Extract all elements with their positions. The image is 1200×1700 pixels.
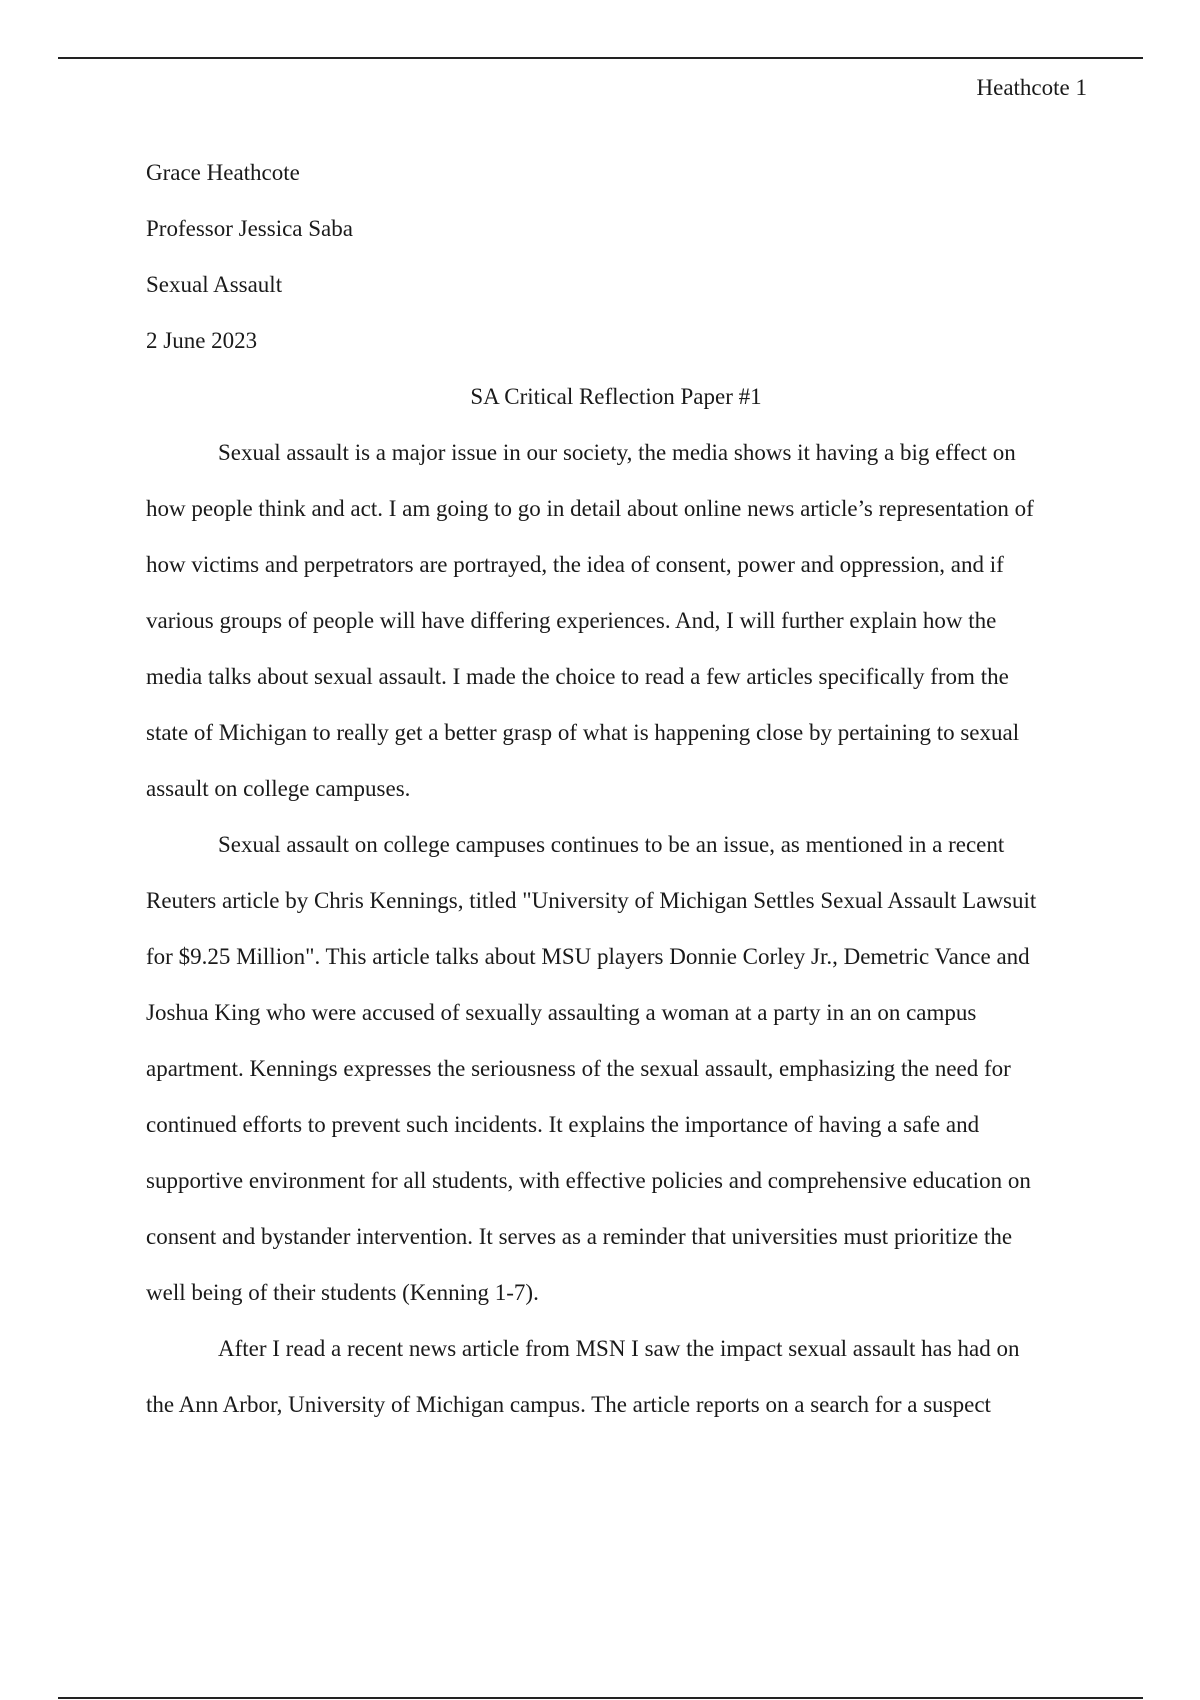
text-line: Joshua King who were accused of sexually assaulting a woman at a party in an on campus	[146, 1000, 977, 1025]
paper-body	[146, 425, 1086, 1433]
bottom-page-rule	[58, 1697, 1143, 1699]
text-line: Reuters article by Chris Kennings, titled "University of Michigan Settles Sexual Assault Lawsuit	[146, 888, 1037, 913]
course-name: Sexual Assault	[146, 272, 283, 297]
text-line: Sexual assault on college campuses continues to be an issue, as mentioned in a recent	[218, 832, 1005, 857]
text-line: assault on college campuses.	[146, 776, 411, 801]
text-line: for $9.25 Million". This article talks about MSU players Donnie Corley Jr., Demetric Vance and	[146, 944, 1030, 969]
professor-name: Professor Jessica Saba	[146, 216, 353, 241]
author-name: Grace Heathcote	[146, 160, 300, 185]
mla-heading	[146, 145, 1086, 1433]
top-page-rule	[58, 57, 1143, 59]
text-line: apartment. Kennings expresses the seriousness of the sexual assault, emphasizing the need for	[146, 1056, 1011, 1081]
running-head: Heathcote 1	[976, 75, 1087, 100]
text-line: how people think and act. I am going to go in detail about online news article’s representation of	[146, 496, 1034, 521]
text-line: media talks about sexual assault. I made the choice to read a few articles specifically from the	[146, 664, 1009, 689]
text-line: how victims and perpetrators are portrayed, the idea of consent, power and oppression, and if	[146, 552, 1004, 577]
paper-title: SA Critical Reflection Paper #1	[470, 384, 762, 409]
paragraph-3	[146, 1321, 1086, 1433]
text-line: consent and bystander intervention. It serves as a reminder that universities must prioritize the	[146, 1224, 1013, 1249]
paragraph-1	[146, 425, 1086, 817]
text-line: After I read a recent news article from MSN I saw the impact sexual assault has had on	[218, 1336, 1020, 1361]
text-line: Sexual assault is a major issue in our society, the media shows it having a big effect on	[218, 440, 1016, 465]
paper-date: 2 June 2023	[146, 328, 258, 353]
text-line: continued efforts to prevent such incidents. It explains the importance of having a safe and	[146, 1112, 980, 1137]
text-line: various groups of people will have differing experiences. And, I will further explain how the	[146, 608, 997, 633]
text-line: state of Michigan to really get a better grasp of what is happening close by pertaining to sexual	[146, 720, 1020, 745]
text-line: supportive environment for all students, with effective policies and comprehensive education on	[146, 1168, 1031, 1193]
text-line: the Ann Arbor, University of Michigan campus. The article reports on a search for a suspect	[146, 1392, 991, 1417]
text-line: well being of their students (Kenning 1-7).	[146, 1280, 539, 1305]
paragraph-2	[146, 817, 1086, 1321]
